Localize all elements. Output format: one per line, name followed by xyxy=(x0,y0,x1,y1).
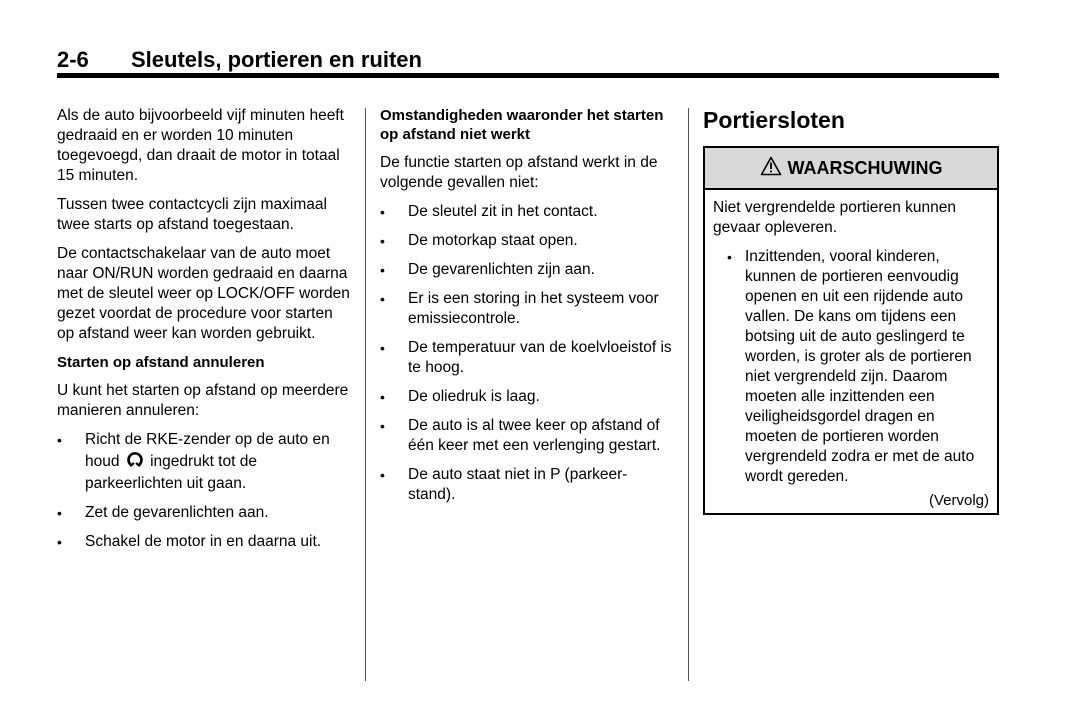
warning-body xyxy=(705,190,997,513)
bullet-dot: • xyxy=(380,291,385,307)
bullet-dot: • xyxy=(57,432,62,448)
continued-label: (Vervolg) xyxy=(928,492,989,509)
list-item: • De auto is al twee keer op afstand of één keer met een verlenging gestart. xyxy=(380,417,661,454)
paragraph: Als de auto bijvoorbeeld vijf minuten heeft gedraaid en er worden 10 minuten toegevoegd, dan draait de motor in totaal 15 minuten. xyxy=(57,107,344,184)
paragraph: De contactschakelaar van de auto moet naar ON/RUN worden gedraaid en daarna met de sleutel weer op LOCK/OFF worden gezet voordat de procedure voor starten op afstand weer kan worden gebruikt. xyxy=(57,245,350,342)
list-item: • De motorkap staat open. xyxy=(380,232,578,249)
paragraph: De functie starten op afstand werkt in de volgende gevallen niet: xyxy=(380,154,658,191)
list-item: • De sleutel zit in het contact. xyxy=(380,203,598,220)
list-item: • De temperatuur van de koelvloeistof is te hoog. xyxy=(380,339,672,376)
bullet-dot: • xyxy=(380,340,385,356)
bullet-dot: • xyxy=(57,505,62,521)
column-divider-1 xyxy=(365,108,366,681)
page-header xyxy=(57,46,999,74)
list-item: • De auto staat niet in P (parkeer-stand). xyxy=(380,466,628,503)
bullet-list xyxy=(713,247,989,487)
bullet-dot: • xyxy=(380,389,385,405)
list-item: • Schakel de motor in en daarna uit. xyxy=(57,533,322,550)
bullet-list xyxy=(380,202,672,505)
warning-intro: Niet vergrendelde portieren kunnen gevaar opleveren. xyxy=(713,199,956,236)
list-item: • Richt de RKE-zender op de auto en houd ingedrukt tot de parkeerlichten uit gaan. xyxy=(57,431,330,492)
bullet-dot: • xyxy=(380,418,385,434)
column-divider-2 xyxy=(688,108,689,681)
remote-start-icon xyxy=(126,450,144,474)
page-number: 2-6 xyxy=(57,47,89,72)
bullet-dot: • xyxy=(57,534,62,550)
bullet-list xyxy=(57,430,353,552)
bullet-dot: • xyxy=(380,204,385,220)
paragraph: U kunt het starten op afstand op meerdere manieren annuleren: xyxy=(57,382,349,419)
warning-title: WAARSCHUWING xyxy=(787,158,943,178)
header-rule xyxy=(57,73,999,78)
bullet-dot: • xyxy=(727,249,732,265)
list-item: • Er is een storing in het systeem voor emissiecontrole. xyxy=(380,290,659,327)
section-heading: Portiersloten xyxy=(703,107,845,133)
list-item: • De gevarenlichten zijn aan. xyxy=(380,261,595,278)
list-item: • Inzittenden, vooral kinderen, kunnen de portieren eenvoudig openen en uit een rijdende auto vallen. De kans om tijdens een botsing uit de auto geslingerd te worden, is groter als de portieren niet vergrendeld zijn. Daarom moeten alle inzittenden een veiligheidsgordel dragen en moeten de portieren worden vergrendeld zodra er met de auto wordt gereden. xyxy=(727,248,975,485)
chapter-title: Sleutels, portieren en ruiten xyxy=(131,47,422,72)
column-3 xyxy=(703,106,999,515)
bullet-dot: • xyxy=(380,233,385,249)
list-item: • De oliedruk is laag. xyxy=(380,388,540,405)
warning-triangle-icon xyxy=(760,156,788,180)
subheading: Omstandigheden waaronder het starten op afstand niet werkt xyxy=(380,107,664,143)
warning-box xyxy=(703,146,999,515)
subheading: Starten op afstand annuleren xyxy=(57,354,265,371)
bullet-dot: • xyxy=(380,467,385,483)
warning-header xyxy=(705,148,997,190)
bullet-dot: • xyxy=(380,262,385,278)
list-item: • Zet de gevarenlichten aan. xyxy=(57,504,269,521)
paragraph: Tussen twee contactcycli zijn maximaal twee starts op afstand toegestaan. xyxy=(57,196,327,233)
column-1 xyxy=(57,106,353,561)
column-2 xyxy=(380,106,672,514)
